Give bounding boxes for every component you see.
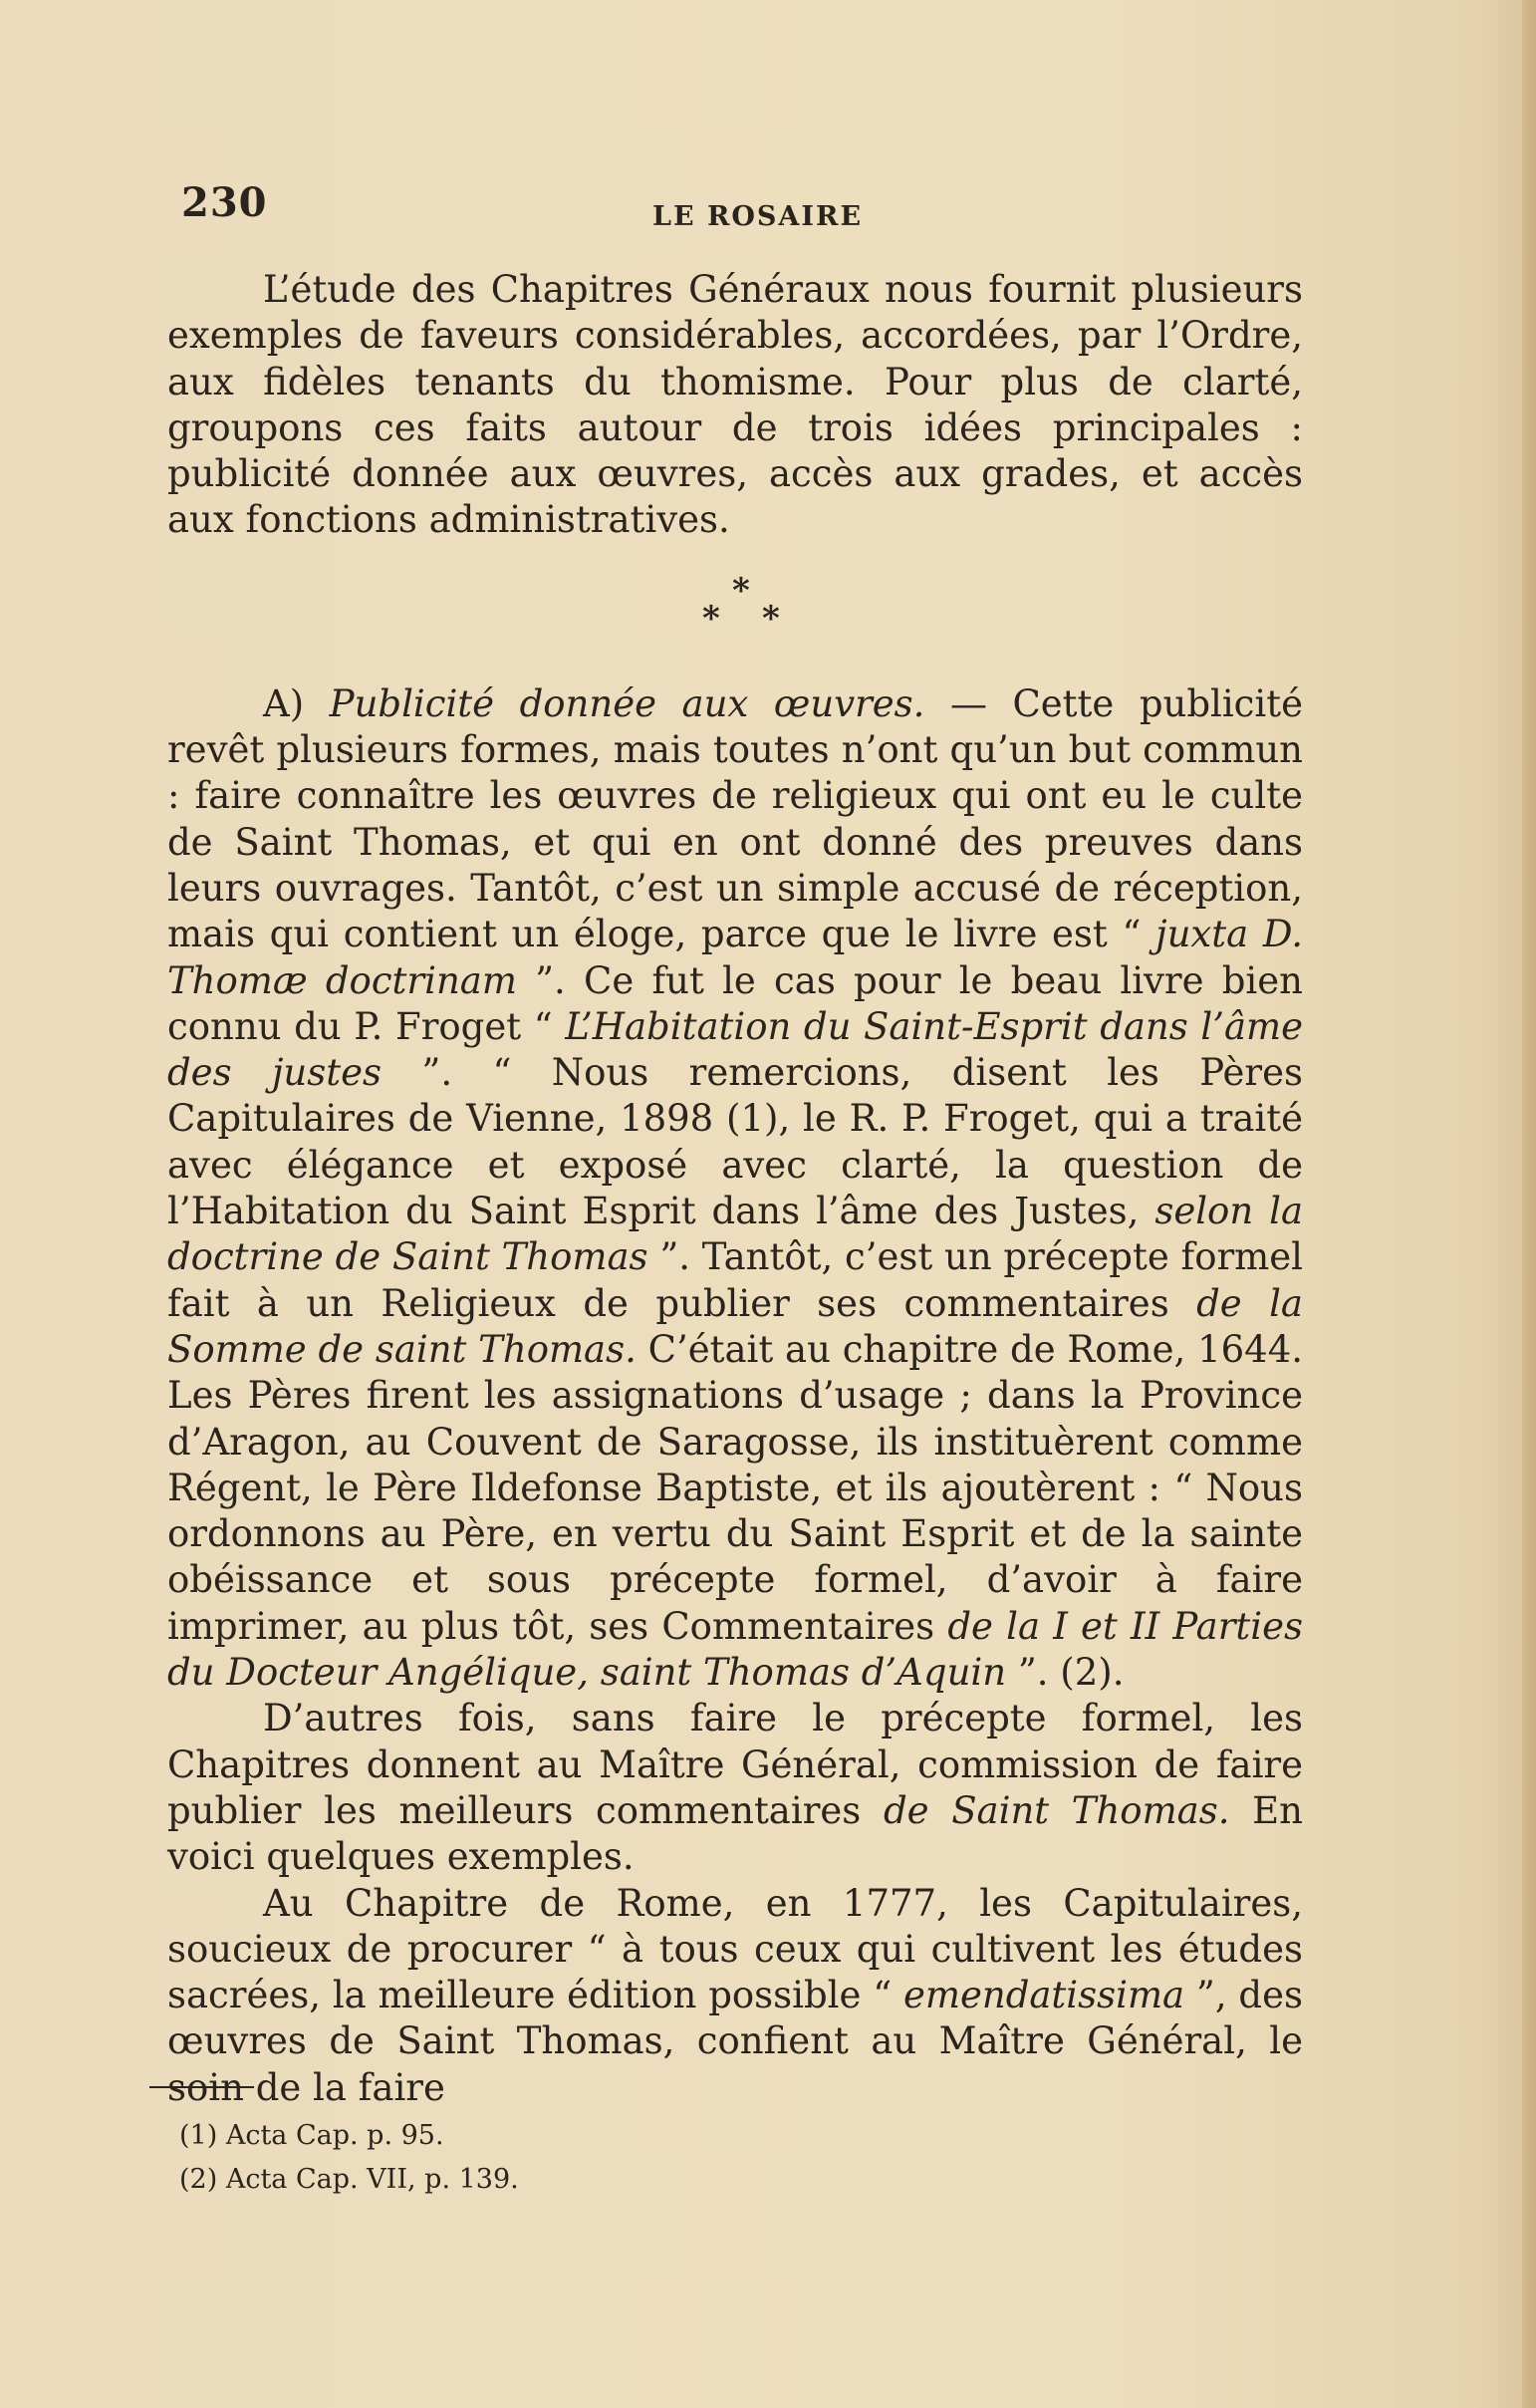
- section-separator: [167, 544, 1303, 681]
- text-run: En voici quelques exemples.: [167, 1788, 1303, 1879]
- section-marker: A): [263, 681, 330, 725]
- italic-quote: de la I et II Parties du Docteur Angélique, saint Thomas d’Aquin: [167, 1604, 1303, 1695]
- paragraph-section-a: [167, 681, 1303, 1697]
- text-run: C’était au chapitre de Rome, 1644. Les Pères firent les assignations d’usage ; dans la Province d’Aragon, au Couvent de Saragosse, ils instituèrent comme Régent, le Père Ildefonse Baptiste, et ils ajoutèrent : “ Nous ordonnons au Père, en vertu du Saint Esprit et de la sainte obéissance et sous précepte formel, d’avoir à faire imprimer, au plus tôt, ses Commentaires: [167, 1327, 1303, 1648]
- body-text: [167, 267, 1303, 2111]
- text-run: ”. Ce fut le cas pour le beau livre bien connu du P. Froget “: [167, 958, 1303, 1048]
- paragraph-intro: L’étude des Chapitres Généraux nous fournit plusieurs exemples de faveurs considérables, accordées, par l’Ordre, aux fidèles tenants du thomisme. Pour plus de clarté, groupons ces faits autour de trois idées principales : publicité donnée aux œuvres, accès aux grades, et accès aux fonctions administratives.: [167, 268, 1303, 542]
- separator-star: *: [702, 598, 720, 639]
- italic-quote: de la Somme de saint Thomas.: [167, 1281, 1303, 1371]
- footnote: (1) Acta Cap. p. 95.: [179, 2120, 444, 2151]
- page-number: 230: [181, 179, 268, 226]
- page-header: [179, 179, 1325, 239]
- text-run: Au Chapitre de Rome, en 1777, les Capitulaires, soucieux de procurer “ à tous ceux qui cultivent les études sacrées, la meilleure édition possible “: [167, 1881, 1303, 2017]
- text-run: ”, des œuvres de Saint Thomas, confient au Maître Général, le soin de la faire: [167, 1974, 1303, 2109]
- text-run: D’autres fois, sans faire le précepte formel, les Chapitres donnent au Maître Général, commission de faire publier les meilleurs commentaires: [167, 1697, 1303, 1832]
- paragraph-other-times: [167, 1696, 1303, 1880]
- footnotes: [179, 2114, 519, 2202]
- italic-quote: juxta D. Thomæ doctrinam: [167, 913, 1303, 1002]
- footnote: (2) Acta Cap. VII, p. 139.: [179, 2164, 519, 2195]
- italic-quote: emendatissima: [902, 1974, 1185, 2017]
- paragraph-rome-1777: [167, 1881, 1303, 2111]
- text-run: ”. “ Nous remercions, disent les Pères Capitulaires de Vienne, 1898 (1), le R. P. Froget, qui a traité avec élégance et exposé avec clarté, la question de l’Habitation du Saint Esprit dans l’âme des Justes,: [167, 1051, 1304, 1233]
- text-run: — Cette publicité revêt plusieurs formes, mais toutes n’ont qu’un but commun : faire connaître les œuvres de religieux qui ont eu le culte de Saint Thomas, et qui en ont donné des preuves dans leurs ouvrages. Tantôt, c’est un simple accusé de réception, mais qui contient un éloge, parce que le livre est “: [167, 681, 1304, 956]
- footnote-rule: [149, 2086, 254, 2088]
- separator-star: *: [762, 598, 780, 639]
- separator-star: *: [732, 570, 750, 611]
- text-run: ”. (2).: [1006, 1651, 1125, 1695]
- running-title: LE ROSAIRE: [652, 201, 864, 232]
- page-edge: [1522, 0, 1536, 2408]
- book-title: L’Habitation du Saint-Esprit dans l’âme des justes: [167, 1004, 1304, 1095]
- section-heading: Publicité donnée aux œuvres.: [329, 681, 925, 725]
- italic-quote: de Saint Thomas.: [883, 1788, 1230, 1832]
- text-run: ”. Tantôt, c’est un précepte formel fait à un Religieux de publier ses commentaires: [167, 1235, 1303, 1325]
- italic-quote: selon la doctrine de Saint Thomas: [167, 1190, 1304, 1279]
